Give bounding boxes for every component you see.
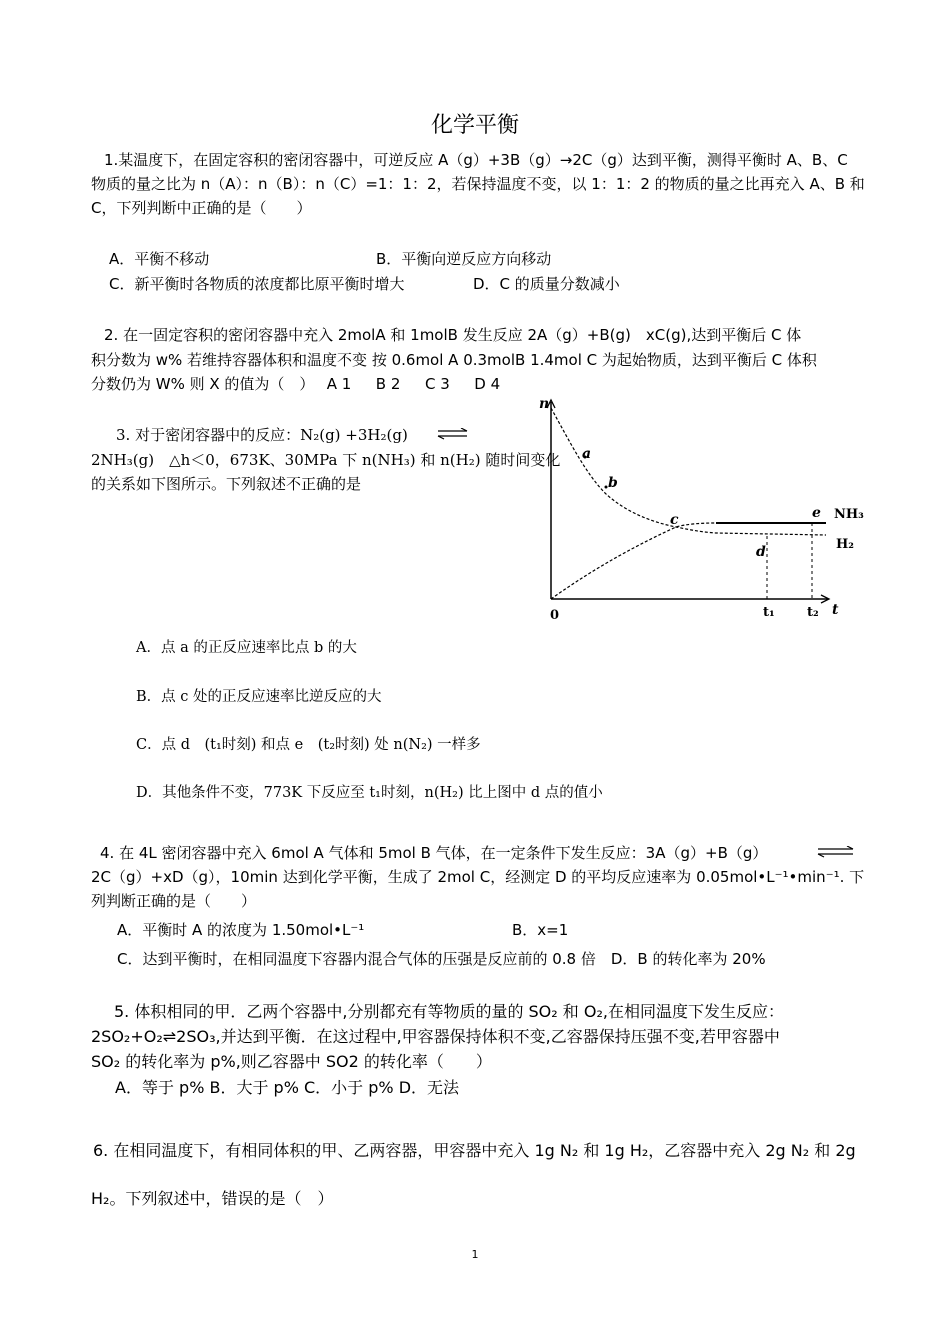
point-e-label: e [812,505,821,521]
q5-line-3: SO₂ 的转化率为 p%,则乙容器中 SO2 的转化率（ ） [91,1052,492,1071]
q1-option-c: C．新平衡时各物质的浓度都比原平衡时增大 [109,275,405,293]
reaction-graph [536,394,876,624]
q1-line-1: 1.某温度下，在固定容积的密闭容器中，可逆反应 A（g）+3B（g）→2C（g）达到平衡，测得平衡时 A、B、C [104,151,848,169]
h2-label: H₂ [836,537,854,552]
q6-line-2: H₂。下列叙述中，错误的是（ ） [91,1189,334,1208]
x-axis-label: t [832,602,839,618]
page-title: 化学平衡 [430,113,519,138]
nh3-curve [551,523,716,599]
q1-line-2: 物质的量之比为 n（A）：n（B）：n（C）=1：1：2，若保持温度不变，以 1：1：2 的物质的量之比再充入 A、B 和 [91,175,865,193]
t1-label: t₁ [763,605,775,620]
q3-option-c: C．点 d (t₁时刻) 和点 e (t₂时刻) 处 n(N₂) 一样多 [136,737,481,753]
y-axis-label: n [539,396,550,412]
origin-label: 0 [550,608,560,623]
q4-line-2: 2C（g）+xD（g），10min 达到化学平衡，生成了 2mol C，经测定 D 的平均反应速率为 0.05mol•L⁻¹•min⁻¹. 下 [91,868,865,886]
equilibrium-arrow-icon [436,428,470,440]
q1-option-a: A．平衡不移动 [109,250,210,268]
q3-option-d: D．其他条件不变，773K 下反应至 t₁时刻，n(H₂) 比上图中 d 点的值小 [136,785,603,801]
q6-line-1: 6. 在相同温度下，有相同体积的甲、乙两容器，甲容器中充入 1g N₂ 和 1g H₂，乙容器中充入 2g N₂ 和 2g [93,1141,856,1160]
q2-line-1: 2. 在一固定容积的密闭容器中充入 2molA 和 1molB 发生反应 2A（g）+B(g) xC(g),达到平衡后 C 体 [104,326,802,344]
point-b-label: b [608,475,618,491]
q4-option-a: A．平衡时 A 的浓度为 1.50mol•L⁻¹ [117,921,365,939]
equilibrium-arrow-icon [816,846,856,858]
q5-options: A．等于 p% B．大于 p% C．小于 p% D．无法 [115,1078,460,1097]
nh3-label: NH₃ [834,507,864,522]
point-d-label: d [756,544,766,560]
q4-line-1: 4. 在 4L 密闭容器中充入 6mol A 气体和 5mol B 气体，在一定条件下发生反应：3A（g）+B（g） [100,844,768,862]
t2-label: t₂ [807,605,819,620]
q4-line-3: 列判断正确的是（ ） [91,892,257,910]
q3-option-a: A．点 a 的正反应速率比点 b 的大 [136,640,357,656]
q2-line-3: 分数仍为 W% 则 X 的值为（ ） A 1 B 2 C 3 D 4 [91,375,501,393]
q4-option-b: B．x=1 [512,921,569,939]
q3-line-3: 的关系如下图所示。下列叙述不正确的是 [91,475,362,493]
q5-line-2: 2SO₂+O₂⇌2SO₃,并达到平衡．在这过程中,甲容器保持体积不变,乙容器保持压强不变,若甲容器中 [91,1027,780,1046]
point-c-label: c [670,512,679,528]
h2-curve [551,408,826,535]
page-number: 1 [471,1248,479,1261]
q2-line-2: 积分数为 w% 若维持容器体积和温度不变 按 0.6mol A 0.3molB 1.4mol C 为起始物质，达到平衡后 C 体积 [91,351,817,369]
q3-line-1: 3. 对于密闭容器中的反应：N₂(g) +3H₂(g) [116,426,408,444]
q3-option-b: B．点 c 处的正反应速率比逆反应的大 [136,689,382,705]
q1-line-3: C，下列判断中正确的是（ ） [91,199,312,217]
q1-option-b: B．平衡向逆反应方向移动 [376,250,552,268]
q5-line-1: 5. 体积相同的甲．乙两个容器中,分别都充有等物质的量的 SO₂ 和 O₂,在相同温度下发生反应： [114,1002,784,1021]
q4-option-cd: C．达到平衡时，在相同温度下容器内混合气体的压强是反应前的 0.8 倍 D．B 的转化率为 20% [117,950,766,968]
q1-option-d: D．C 的质量分数减小 [473,275,620,293]
q3-line-2: 2NH₃(g) △h＜0，673K、30MPa 下 n(NH₃) 和 n(H₂) 随时间变化 [91,451,561,469]
point-a-label: a [582,446,592,462]
